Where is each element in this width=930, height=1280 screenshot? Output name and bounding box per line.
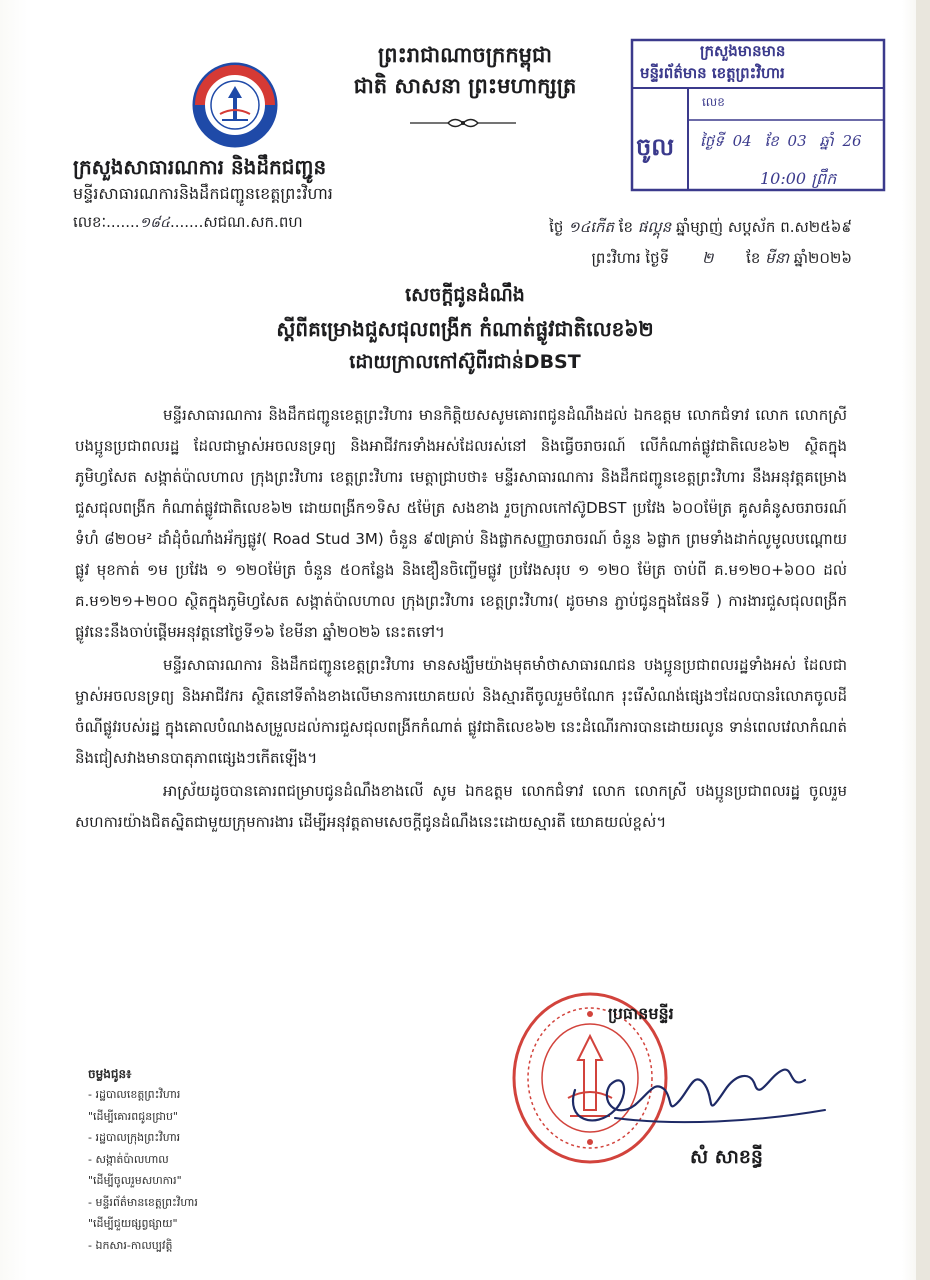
ministry-header xyxy=(73,153,473,238)
lunar-year: ឆ្នាំម្សាញ់ សប្តស័ក ព.ស២៥៦៩ xyxy=(675,218,852,236)
title-line2: ស្តីពីគម្រោងជួសជុលពង្រីក កំណាត់ផ្លូវជាតិលេខ៦២ xyxy=(276,317,654,341)
cc-item: - រដ្ឋបាលខេត្តព្រះវិហារ xyxy=(88,1088,181,1101)
document-body xyxy=(75,400,847,838)
stamp-line1: ក្រសួងមានមាន xyxy=(700,42,786,60)
cc-item: "ដើម្បីគោរពជូនជ្រាប" xyxy=(88,1109,178,1123)
title-line3: ដោយក្រាលកៅស៊ូពីរជាន់DBST xyxy=(349,351,581,373)
date-block xyxy=(432,212,852,274)
date-month: មីនា xyxy=(765,249,789,267)
cc-item: - មន្ទីរព័ត៌មានខេត្តព្រះវិហារ xyxy=(88,1195,198,1209)
paper-edge-shadow xyxy=(916,0,930,1280)
signer-title: ប្រធានមន្ទីរ xyxy=(608,1004,674,1023)
kingdom-title: ព្រះរាជាណាចក្រកម្ពុជា xyxy=(377,43,552,67)
stamp-label-in: ចូល xyxy=(636,132,675,161)
ministry-logo xyxy=(192,62,278,148)
date-place: ព្រះវិហារ ថ្ងៃទី xyxy=(591,249,670,267)
department-name: មន្ទីរសាធារណការនិងដឹកជញ្ជូនខេត្តព្រះវិហារ xyxy=(73,184,333,203)
date-year: ឆ្នាំ២០២៦ xyxy=(793,249,852,267)
ornament-divider xyxy=(408,116,518,130)
stamp-label-no: លេខ xyxy=(702,95,725,109)
cc-item: "ដើម្បីចូលរួមសហការ" xyxy=(88,1174,182,1187)
stamp-date-label: ថ្ងៃទី xyxy=(700,132,724,150)
title-line1: សេចក្តីជូនដំណឹង xyxy=(405,284,525,306)
stamp-date-value: 04 xyxy=(732,132,752,150)
kingdom-motto: ជាតិ សាសនា ព្រះមហាក្សត្រ xyxy=(353,74,577,98)
lunar-date: ថ្ងៃ ១៤កើត ខែ ផល្គុន ឆ្នាំម្សាញ់ សប្តស័ក ព.ស២៥៦៩ xyxy=(549,218,852,236)
kingdom-header xyxy=(300,40,630,102)
lunar-month: ផល្គុន xyxy=(637,218,672,236)
solar-date: ព្រះវិហារ ថ្ងៃទី ២ ខែ មីនា ឆ្នាំ២០២៦ xyxy=(591,249,852,267)
cc-title: ចម្លងជូន៖ xyxy=(88,1067,132,1081)
stamp-year-label: ឆ្នាំ xyxy=(819,132,834,150)
stamp-month-value: 03 xyxy=(787,132,807,150)
stamp-line2: មន្ទីរព័ត៌មាន ខេត្តព្រះវិហារ xyxy=(640,64,785,82)
reference-line: លេខៈ.......១៨៤.......សជណ.សក.ពហ xyxy=(73,213,303,231)
cc-item: - សង្កាត់ប៉ាលហាល xyxy=(88,1152,169,1166)
stamp-time: 10:00 ព្រឹក xyxy=(760,169,837,188)
document-title xyxy=(150,278,780,378)
reference-label: លេខៈ xyxy=(73,213,107,231)
signer-name: សំ សាខន្ធី xyxy=(690,1146,763,1168)
cc-item: "ដើម្បីជួយផ្សព្វផ្សាយ" xyxy=(88,1217,178,1230)
signature xyxy=(555,1030,835,1140)
lunar-day: ១៤កើត xyxy=(568,218,614,236)
cc-list xyxy=(88,1064,388,1256)
cc-item: - ឯកសារ-កាលប្បវត្តិ xyxy=(88,1238,173,1252)
paragraph-2: មន្ទីរសាធារណការ និងដឹកជញ្ជូនខេត្តព្រះវិហារ មានសង្ឃឹមយ៉ាងមុតមាំថាសាធារណជន បងប្អូនប្រជាពលរដ្ឋទាំងអស់ ដែលជាម្ចាស់អចលនទ្រព្យ និងអាជីវករ ស្ថិតនៅទីតាំងខាងលើមានការយោគយល់ និងស្មារតីចូលរួមចំណែក រុះរើសំណង់ផ្សេងៗដែលបានរំលោភចូលដីចំណីផ្លូវរបស់រដ្ឋ ក្នុងគោលបំណងសម្រួលដល់ការជួសជុលពង្រីកកំណាត់ ផ្លូវជាតិលេខ៦២ នេះដំណើរការបានដោយរលូន ទាន់ពេលវេលាកំណត់ និងជៀសវាងមានបាតុភាពផ្សេងៗកើតឡើង។ xyxy=(75,656,847,767)
ministry-name: ក្រសួងសាធារណការ និងដឹកជញ្ជូន xyxy=(73,155,327,179)
reference-number: ១៨៤ xyxy=(139,215,170,231)
stamp-month-label: ខែ xyxy=(764,132,779,150)
stamp-year-value: 26 xyxy=(842,132,862,150)
stamp-date-row xyxy=(700,132,862,154)
cc-item: - រដ្ឋបាលក្រុងព្រះវិហារ xyxy=(88,1131,181,1144)
paragraph-3: អាស្រ័យដូចបានគោរពជម្រាបជូនដំណឹងខាងលើ សូម ឯកឧត្តម លោកជំទាវ លោក លោកស្រី បងប្អូនប្រជាពលរដ្ឋ ចូលរួមសហការយ៉ាងជិតស្និតជាមួយក្រុមការងារ ដើម្បីអនុវត្តតាមសេចក្តីជូនដំណឹងនេះដោយស្មារតី យោគយល់ខ្ពស់។ xyxy=(75,782,847,831)
paragraph-1: មន្ទីរសាធារណការ និងដឹកជញ្ជូនខេត្តព្រះវិហារ មានកិត្តិយសសូមគោរពជូនដំណឹងដល់ ឯកឧត្តម លោកជំទាវ លោក លោកស្រី បងប្អូនប្រជាពលរដ្ឋ ដែលជាម្ចាស់អចលនទ្រព្យ និងអាជីវករទាំងអស់ដែលរស់នៅ និងធ្វើចរាចរណ៍ លើកំណាត់ផ្លូវជាតិលេខ៦២ ស្ថិតក្នុងភូមិហ្វសែត សង្កាត់ប៉ាលហាល ក្រុងព្រះវិហារ ខេត្តព្រះវិហារ មេត្តាជ្រាបថា៖ មន្ទីរសាធារណការ និងដឹកជញ្ជូនខេត្តព្រះវិហារ នឹងអនុវត្តគម្រោងជួសជុលពង្រីក កំណាត់ផ្លូវជាតិលេខ៦២ ដោយពង្រីក១ទិស ៥ម៉ែត្រ សងខាង រួចក្រាលកៅស៊ូDBST ប្រវែង ៦០០ម៉ែត្រ គូសគំនូសចរាចរណ៍ ទំហំ ៨២០ម² ដាំដុំចំណាំងអ័ក្សផ្លូវ( Road Stud 3M) ចំនួន ៩៧គ្រាប់ និងផ្លាកសញ្ញាចរាចរណ៍ ចំនួន ៦ផ្លាក ព្រមទាំងដាក់លូមូលបណ្តោយផ្លូវ មុខកាត់ ១ម ប្រវែង ១ ១២០ម៉ែត្រ ចំនួន ៥០កន្លែង និងឌឿនចិញ្ចើមផ្លូវ ប្រវែងសរុប ១ ១២០ ម៉ែត្រ ចាប់ពី គ.ម១២០+៦០០ ដល់ គ.ម១២១+២០០ ស្ថិតក្នុងភូមិហ្វសែត សង្កាត់ប៉ាលហាល ក្រុងព្រះវិហារ ខេត្តព្រះវិហារ( ដូចមាន ភ្ជាប់ជូនក្នុងផែនទី ) ការងារជួសជុលពង្រីកផ្លូវនេះនឹងចាប់ផ្តើមអនុវត្តនៅថ្ងៃទី១៦ ខែមីនា ឆ្នាំ២០២៦ នេះតទៅ។ xyxy=(75,406,847,641)
reference-suffix: សជណ.សក.ពហ xyxy=(203,213,303,231)
date-day: ២ xyxy=(701,249,714,267)
